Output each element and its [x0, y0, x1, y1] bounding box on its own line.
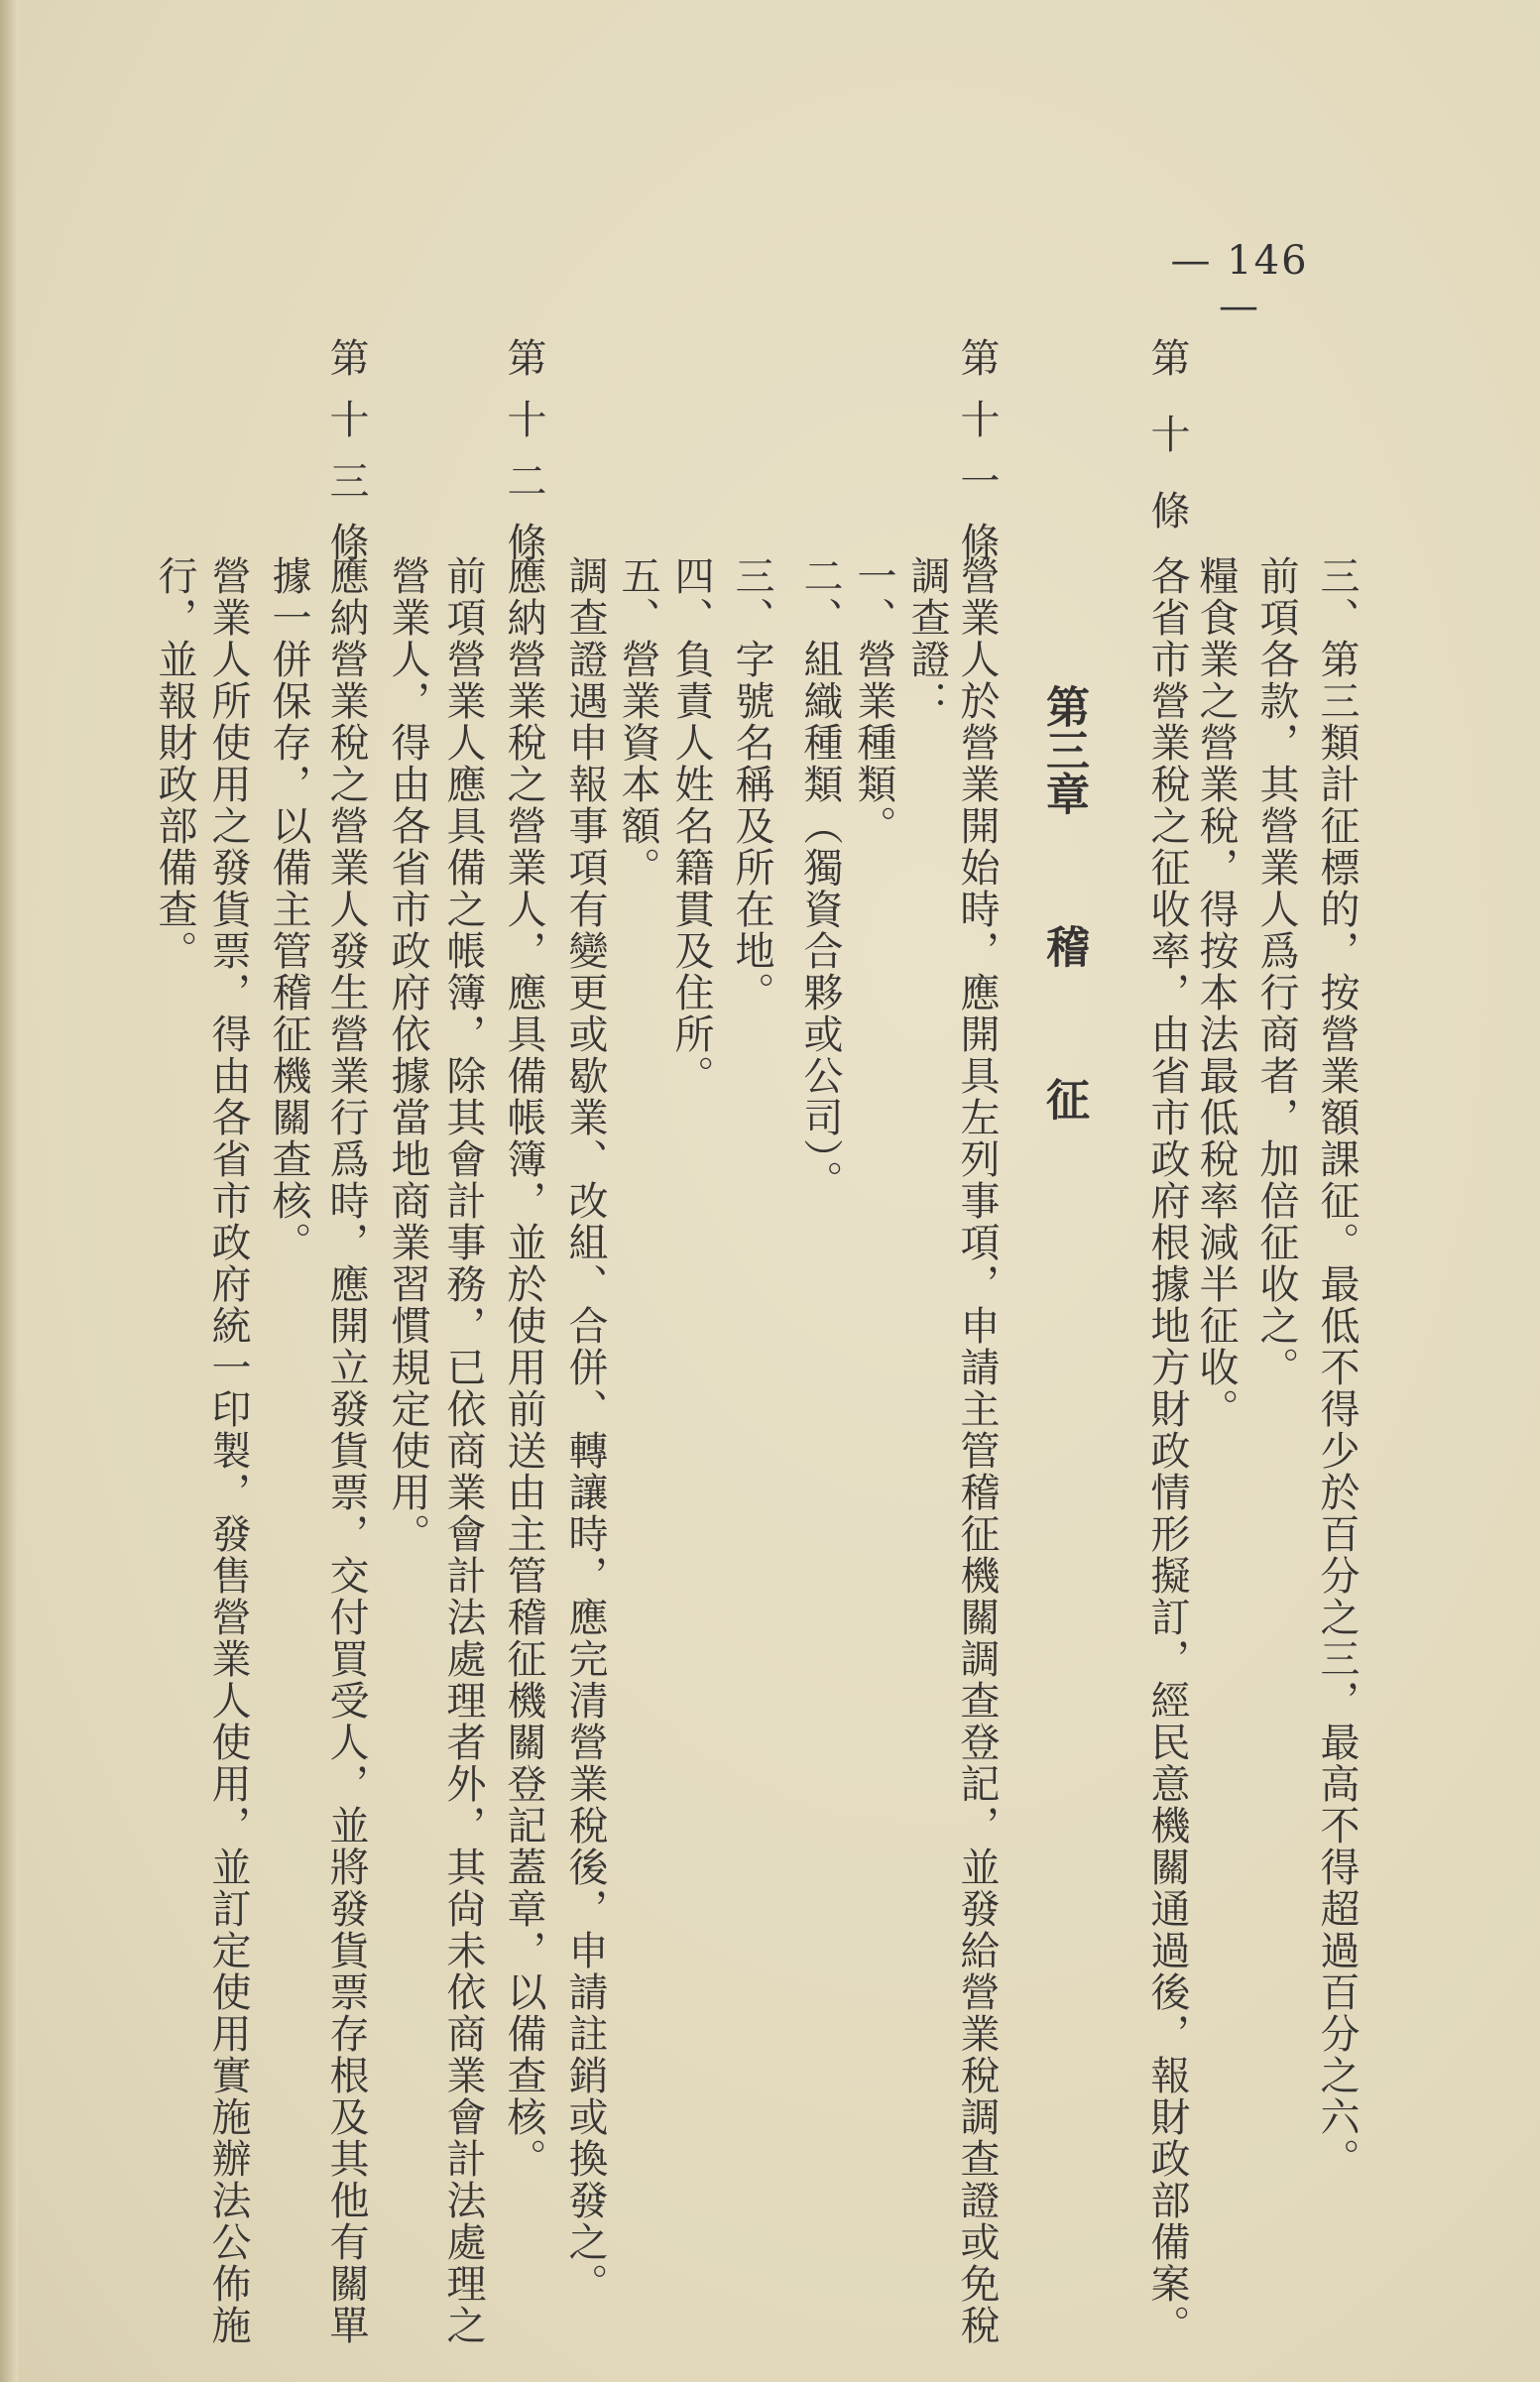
text-line: 營業人於營業開始時，應開具左列事項，申請主管稽征機關調查登記，並發給營業稅調查證或免稅: [954, 555, 1000, 2346]
article-12-label: 第十二條: [501, 337, 546, 583]
text-line: 前項各款，其營業人爲行商者，加倍征收之。: [1253, 555, 1299, 1388]
list-item: 二、組織種類（獨資合夥或公司）。: [797, 555, 843, 1202]
text-line: 據一併保存，以備主管稽征機關查核。: [266, 555, 311, 1263]
chapter-title-char: 稽: [1038, 924, 1089, 968]
text-line: 前項營業人應具備之帳簿，除其會計事務，已依商業會計法處理者外，其尙未依商業會計法處理之: [440, 555, 486, 2346]
article-11-label: 第十一條: [954, 337, 1000, 583]
text-line: 營業人所使用之發貨票，得由各省市政府統一印製，發售營業人使用，並訂定使用實施辦法公佈施: [205, 555, 251, 2346]
article-10-label: 第十條: [1144, 337, 1190, 566]
list-item: 四、負責人姓名籍貫及住所。: [668, 555, 714, 1097]
text-line: 三、第三類計征標的，按營業額課征。最低不得少於百分之三，最高不得超過百分之六。: [1314, 555, 1360, 2180]
text-line: 行，並報財政部備查。: [152, 555, 197, 972]
text-line: 調查證：: [904, 555, 950, 722]
list-item: 五、營業資本額。: [615, 555, 660, 889]
chapter-title-char: 征: [1038, 1077, 1089, 1121]
text-line: 調查證遇申報事項有變更或歇業、改組、合併、轉讓時，應完清營業稅後，申請註銷或換發之。: [562, 555, 608, 2305]
chapter-number: 第三章: [1038, 684, 1089, 815]
page-edge-shadow: [0, 0, 18, 2382]
article-13-label: 第十三條: [323, 337, 369, 583]
text-line: 應納營業稅之營業人發生營業行爲時，應開立發貨票，交付買受人，並將發貨票存根及其他有關單: [323, 555, 369, 2346]
text-line: 糧食業之營業稅，得按本法最低稅率減半征收。: [1193, 555, 1239, 1430]
page-number: — 146 —: [1170, 238, 1309, 329]
text-line: 營業人，得由各省市政府依據當地商業習慣規定使用。: [385, 555, 430, 1555]
text-line: 應納營業稅之營業人，應具備帳簿，並於使用前送由主管稽征機關登記蓋章，以備查核。: [501, 555, 546, 2180]
list-item: 三、字號名稱及所在地。: [729, 555, 774, 1013]
list-item: 一、營業種類。: [851, 555, 896, 847]
text-line: 各省市營業稅之征收率，由省市政府根據地方財政情形擬訂，經民意機關通過後，報財政部備案。: [1144, 555, 1190, 2346]
chapter-heading: [1036, 684, 1090, 1121]
